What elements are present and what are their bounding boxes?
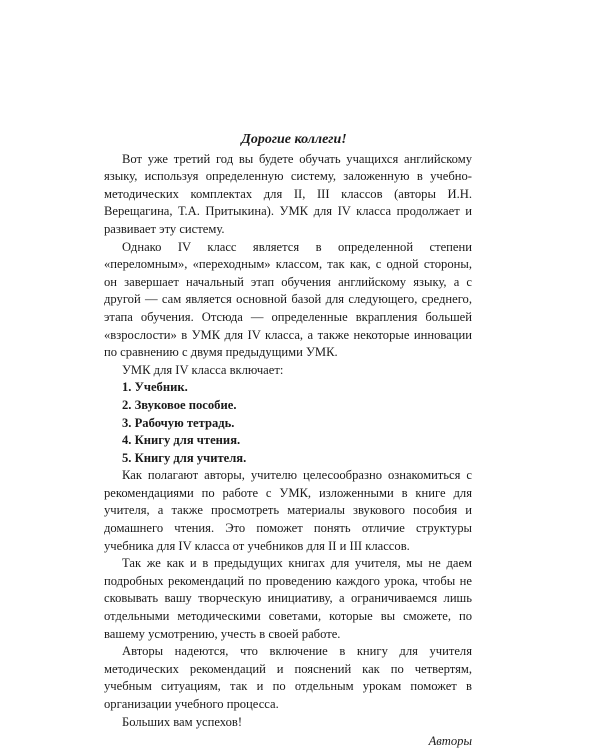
paragraph-2: Однако IV класс является в определенной степени «переломным», «переходным» классом, так как, с одной стороны, он завершает начальный этап обучения английскому языку, а с другой — сам является основной базой для следующего, среднего, этапа обучения. Отсюда — определенные вкрапления большей «взрослости» в УМК для IV класса, а также некоторые инновации по сравнению с двумя предыдущими УМК.: [104, 239, 472, 360]
signature: Авторы: [428, 734, 472, 749]
paragraph-1: Вот уже третий год вы будете обучать учащихся английскому языку, используя определенную систему, заложенную в учебно-методических комплектах для II, III классов (авторы И.Н. Верещагина, Т.А. Притыкина). УМК для IV класса продолжает и развивает эту систему.: [104, 151, 472, 236]
list-item: 2. Звуковое пособие.: [122, 397, 237, 412]
list-item: 3. Рабочую тетрадь.: [122, 415, 235, 430]
paragraph-7: Больших вам успехов!: [122, 714, 243, 729]
page-title: Дорогие коллеги!: [241, 132, 347, 147]
list-item: 1. Учебник.: [122, 380, 188, 395]
component-list: [104, 379, 472, 467]
list-item: 4. Книгу для чтения.: [122, 433, 241, 448]
paragraph-4: Как полагают авторы, учителю целесообразно ознакомиться с рекомендациями по работе с УМК, изложенными в книге для учителя, а также просмотреть материалы звукового пособия и домашнего чтения. Это поможет понять отличие структуры учебника для IV класса от учебников для II и III классов.: [104, 468, 472, 553]
preface-text: [104, 131, 472, 751]
paragraph-3: УМК для IV класса включает:: [122, 362, 284, 377]
paragraph-6: Авторы надеются, что включение в книгу для учителя методических рекомендаций и пояснений как по четвертям, учебным ситуациям, так и по отдельным урокам поможет в организации учебного процесса.: [104, 644, 472, 711]
paragraph-5: Так же как и в предыдущих книгах для учителя, мы не даем подробных рекомендаций по проведению каждого урока, чтобы не сковывать вашу творческую инициативу, а ограничиваемся лишь отдельными методическими советами, которые вы сможете, по вашему усмотрению, учесть в своей работе.: [104, 556, 472, 641]
list-item: 5. Книгу для учителя.: [122, 450, 247, 465]
